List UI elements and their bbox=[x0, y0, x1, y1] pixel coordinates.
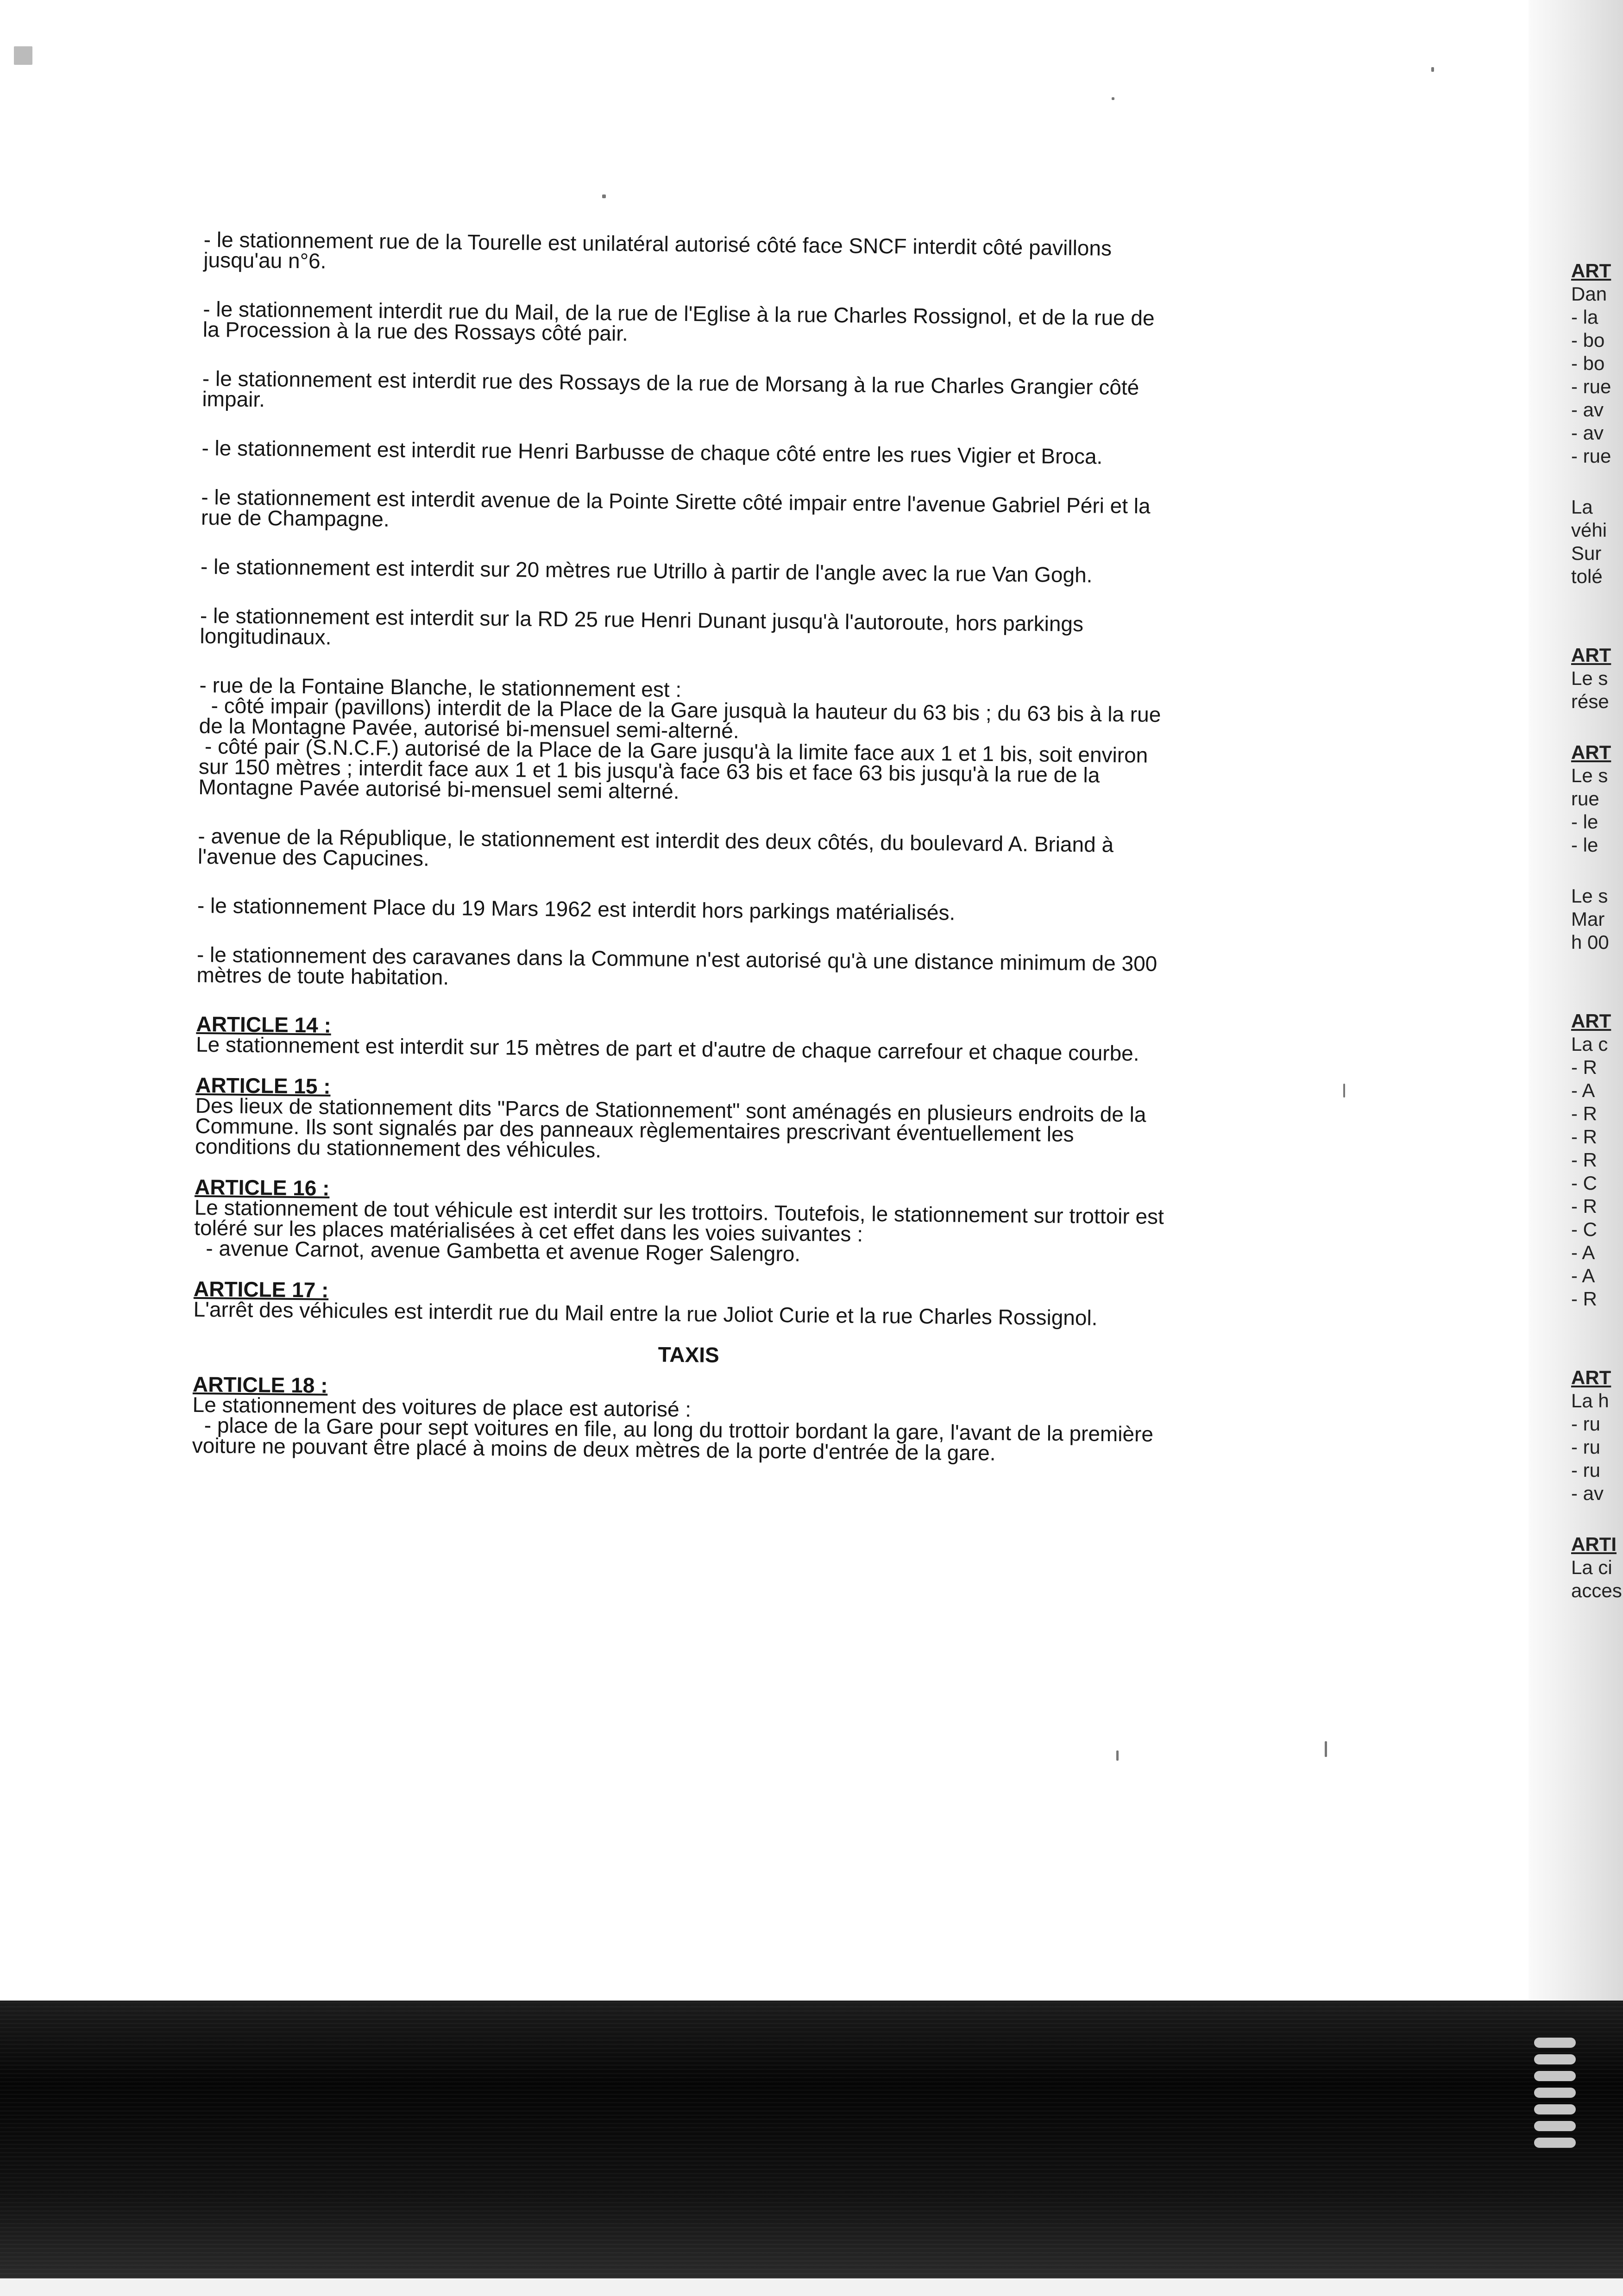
adjacent-gap bbox=[1571, 1505, 1623, 1533]
article-title: ARTICLE 14 : bbox=[196, 1011, 332, 1037]
scan-speck bbox=[1431, 67, 1434, 72]
adjacent-text-fragment: Sur bbox=[1571, 542, 1602, 564]
parking-rule-paragraph: - le stationnement interdit rue du Mail, de la rue de l'Eglise à la rue Charles Rossignol, et de la rue de la Procession à la rue des Rossays côté pair. bbox=[202, 296, 1161, 345]
article-body: L'arrêt des véhicules est interdit rue du Mail entre la rue Joliot Curie et la rue Charles Rossignol. bbox=[193, 1297, 1098, 1330]
adjacent-article-heading: ART bbox=[1571, 260, 1611, 282]
article-title: ARTICLE 16 : bbox=[194, 1174, 330, 1200]
adjacent-gap bbox=[1571, 1311, 1623, 1338]
parking-rules-list bbox=[196, 229, 1176, 994]
adjacent-text-fragment: rue bbox=[1571, 788, 1599, 809]
adjacent-text-fragment: - ru bbox=[1571, 1413, 1600, 1435]
adjacent-gap bbox=[1571, 982, 1623, 1010]
adjacent-text-fragment: - R bbox=[1571, 1103, 1597, 1124]
adjacent-text-fragment: - rue bbox=[1571, 445, 1611, 467]
adjacent-text-fragment: - A bbox=[1571, 1079, 1595, 1101]
main-text-column bbox=[192, 229, 1176, 1485]
adjacent-text-fragment: rése bbox=[1571, 690, 1609, 712]
adjacent-text-fragment: tolé bbox=[1571, 565, 1603, 587]
adjacent-text-fragment: La c bbox=[1571, 1033, 1608, 1055]
section-title-taxis: TAXIS bbox=[658, 1342, 719, 1367]
adjacent-gap bbox=[1571, 713, 1623, 741]
adjacent-article-heading: ART bbox=[1571, 741, 1611, 763]
articles-list bbox=[193, 1011, 1170, 1330]
scan-speck bbox=[14, 46, 32, 65]
article-18 bbox=[192, 1374, 1166, 1465]
light-mark bbox=[1534, 2121, 1576, 2131]
adjacent-text-fragment: véhi bbox=[1571, 519, 1607, 541]
adjacent-text-fragment: acces bbox=[1571, 1580, 1622, 1601]
article-block bbox=[193, 1276, 1166, 1330]
article-18-title: ARTICLE 18 : bbox=[192, 1372, 328, 1398]
adjacent-text-fragment: Mar bbox=[1571, 908, 1605, 930]
light-mark bbox=[1534, 2054, 1576, 2064]
adjacent-text-fragment: Le s bbox=[1571, 667, 1608, 689]
adjacent-text-fragment: Dan bbox=[1571, 283, 1607, 305]
parking-rule-paragraph: - le stationnement rue de la Tourelle est unilatéral autorisé côté face SNCF interdit côté pavillons jusqu'au n°6. bbox=[203, 227, 1118, 273]
adjacent-article-heading: ART bbox=[1571, 1010, 1611, 1032]
adjacent-gap bbox=[1571, 857, 1623, 885]
parking-rule-paragraph: - le stationnement des caravanes dans la Commune n'est autorisé qu'à une distance minimum de 300 mètres de toute habitation. bbox=[196, 942, 1164, 990]
parking-rule-paragraph: - le stationnement est interdit rue des Rossays de la rue de Morsang à la rue Charles Grangier côté impair. bbox=[202, 366, 1145, 412]
adjacent-gap bbox=[1571, 1338, 1623, 1366]
parking-rule-paragraph: - le stationnement est interdit rue Henri Barbusse de chaque côté entre les rues Vigier et Broca. bbox=[201, 435, 1103, 469]
parking-rule-paragraph: - le stationnement est interdit sur 20 mètres rue Utrillo à partir de l'angle avec la rue Van Gogh. bbox=[200, 554, 1093, 587]
adjacent-text-fragment: Le s bbox=[1571, 765, 1608, 786]
adjacent-text-fragment: - C bbox=[1571, 1218, 1597, 1240]
adjacent-text-fragment: - rue bbox=[1571, 376, 1611, 397]
adjacent-text-fragment: - A bbox=[1571, 1265, 1595, 1286]
parking-rule-paragraph: - le stationnement Place du 19 Mars 1962 est interdit hors parkings matérialisés. bbox=[197, 893, 956, 925]
parking-rule-paragraph: - le stationnement est interdit avenue de la Pointe Sirette côté impair entre l'avenue Gabriel Péri et la rue de Champagne. bbox=[201, 484, 1157, 531]
page-bottom-edge bbox=[0, 2278, 1623, 2296]
light-mark bbox=[1534, 2138, 1576, 2148]
adjacent-text-fragment: - R bbox=[1571, 1149, 1597, 1171]
adjacent-text-fragment: La bbox=[1571, 496, 1593, 518]
adjacent-text-fragment: - R bbox=[1571, 1195, 1597, 1217]
adjacent-gap bbox=[1571, 468, 1623, 496]
article-block bbox=[195, 1011, 1169, 1066]
parking-rule-paragraph: - rue de la Fontaine Blanche, le stationnement est : - côté impair (pavillons) interdit de la Place de la Gare jusquà la hauteur du 63 bis ; du 63 bis à la rue de la Montagne Pavée, autorisé bi-mensuel semi-alterné. - côté pair (S.N.C.F.) autorisé de la Place de la Gare jusqu'à la limite face aux 1 et 1 bis, soit environ sur 150 mètres ; interdit face aux 1 et 1 bis jusqu'à face 63 bis et face 63 bis jusqu'à la rue de la Montagne Pavée autorisé bi-mensuel semi alterné. bbox=[198, 672, 1167, 803]
adjacent-text-fragment: - av bbox=[1571, 399, 1604, 420]
adjacent-article-heading: ARTI bbox=[1571, 1533, 1617, 1555]
adjacent-text-fragment: - R bbox=[1571, 1056, 1597, 1078]
article-18-body: Le stationnement des voitures de place est autorisé : - place de la Gare pour sept voitures en file, au long du trottoir bordant la gare, l'avant de la première voiture ne pouvant être placé à moins de deux mètres de la porte d'entrée de la gare. bbox=[192, 1392, 1160, 1465]
article-block bbox=[195, 1075, 1169, 1166]
scan-speck bbox=[1343, 1084, 1345, 1098]
adjacent-text-fragment: - R bbox=[1571, 1288, 1597, 1310]
adjacent-article-heading: ART bbox=[1571, 1367, 1611, 1388]
adjacent-text-fragment: La h bbox=[1571, 1390, 1609, 1411]
scanner-dark-band bbox=[0, 2001, 1623, 2278]
adjacent-text-fragment: - av bbox=[1571, 1482, 1604, 1504]
light-mark bbox=[1534, 2104, 1576, 2114]
adjacent-page-text bbox=[1571, 259, 1623, 1602]
adjacent-gap bbox=[1571, 588, 1623, 616]
light-mark bbox=[1534, 2071, 1576, 2081]
adjacent-text-fragment: - ru bbox=[1571, 1459, 1600, 1481]
adjacent-text-fragment: - le bbox=[1571, 811, 1598, 833]
adjacent-text-fragment: - le bbox=[1571, 834, 1598, 856]
scan-speck bbox=[602, 194, 606, 198]
article-body: Le stationnement est interdit sur 15 mètres de part et d'autre de chaque carrefour et chaque courbe. bbox=[195, 1032, 1139, 1066]
scan-speck bbox=[1325, 1741, 1327, 1757]
article-body: Le stationnement de tout véhicule est interdit sur les trottoirs. Toutefois, le stationnement sur trottoir est toléré sur les places matérialisées à cet effet dans les voies suivantes : - avenue Carnot, avenue Gambetta et avenue Roger Salengro. bbox=[194, 1195, 1170, 1266]
adjacent-gap bbox=[1571, 616, 1623, 644]
adjacent-text-fragment: - av bbox=[1571, 422, 1604, 444]
adjacent-text-fragment: - bo bbox=[1571, 329, 1605, 351]
scanner-light-marks bbox=[1529, 2038, 1584, 2154]
adjacent-text-fragment: - R bbox=[1571, 1126, 1597, 1148]
adjacent-text-fragment: - C bbox=[1571, 1172, 1597, 1194]
adjacent-text-fragment: - bo bbox=[1571, 352, 1605, 374]
adjacent-article-heading: ART bbox=[1571, 644, 1611, 666]
parking-rule-paragraph: - le stationnement est interdit sur la RD 25 rue Henri Dunant jusqu'à l'autoroute, hors parkings longitudinaux. bbox=[200, 603, 1090, 649]
light-mark bbox=[1534, 2038, 1576, 2048]
light-mark bbox=[1534, 2088, 1576, 2098]
scan-speck bbox=[1112, 97, 1114, 100]
adjacent-text-fragment: - ru bbox=[1571, 1436, 1600, 1458]
article-title: ARTICLE 15 : bbox=[195, 1073, 331, 1098]
adjacent-text-fragment: - A bbox=[1571, 1242, 1595, 1263]
adjacent-text-fragment: Le s bbox=[1571, 885, 1608, 907]
article-body: Des lieux de stationnement dits "Parcs de Stationnement" sont aménagés en plusieurs endroits de la Commune. Ils sont signalés par des panneaux règlementaires prescrivant éventuellement les conditions du stationnement des véhicules. bbox=[195, 1093, 1152, 1162]
adjacent-text-fragment: - la bbox=[1571, 306, 1598, 328]
parking-rule-paragraph: - avenue de la République, le stationnement est interdit des deux côtés, du boulevard A. Briand à l'avenue des Capucines. bbox=[197, 823, 1120, 871]
adjacent-gap bbox=[1571, 954, 1623, 982]
scan-noise bbox=[0, 2001, 1623, 2278]
adjacent-text-fragment: h 00 bbox=[1571, 931, 1609, 953]
article-title: ARTICLE 17 : bbox=[193, 1276, 329, 1302]
article-block bbox=[194, 1174, 1170, 1267]
adjacent-text-fragment: La ci bbox=[1571, 1556, 1612, 1578]
scan-speck bbox=[1116, 1750, 1119, 1761]
